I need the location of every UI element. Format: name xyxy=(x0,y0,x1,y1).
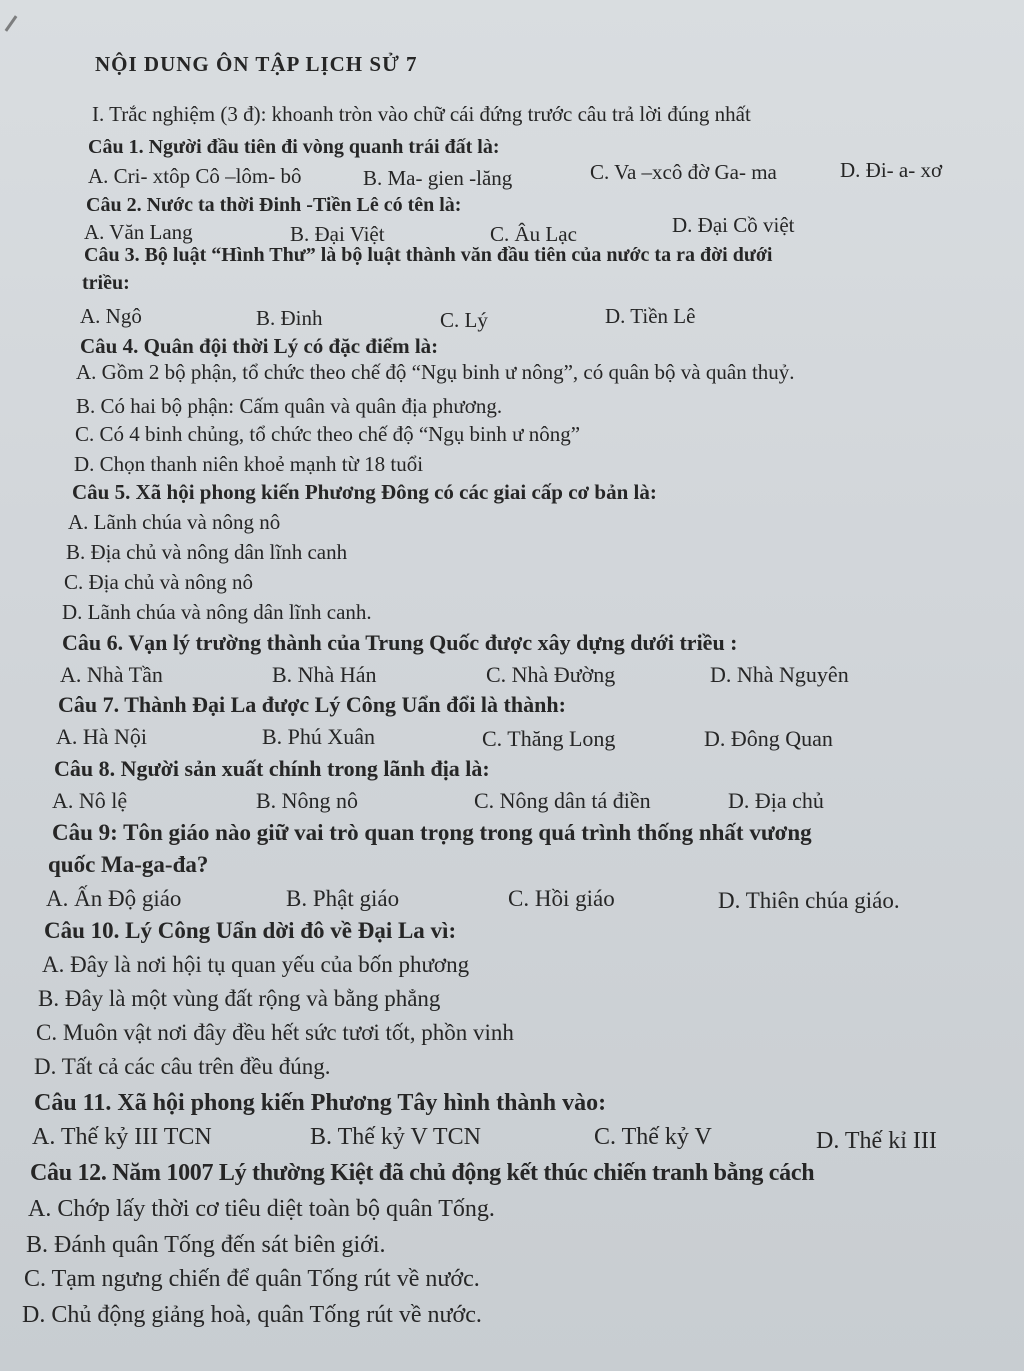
q10-option-c: C. Muôn vật nơi đây đều hết sức tươi tốt, phồn vinh xyxy=(36,1020,514,1045)
question-6: Câu 6. Vạn lý trường thành của Trung Quốc được xây dựng dưới triều : xyxy=(62,630,738,655)
q2-option-b: B. Đại Việt xyxy=(290,222,385,246)
q5-option-b: B. Địa chủ và nông dân lĩnh canh xyxy=(66,540,348,564)
question-10: Câu 10. Lý Công Uẩn dời đô về Đại La vì: xyxy=(44,918,457,943)
q1-option-a: A. Cri- xtôp Cô –lôm- bô xyxy=(88,164,302,188)
question-9: Câu 9: Tôn giáo nào giữ vai trò quan trọng trong quá trình thống nhất vương xyxy=(52,820,812,845)
question-5: Câu 5. Xã hội phong kiến Phương Đông có các giai cấp cơ bản là: xyxy=(72,480,657,504)
q3-option-d: D. Tiền Lê xyxy=(605,304,696,328)
pencil-mark xyxy=(5,15,18,31)
q6-option-d: D. Nhà Nguyên xyxy=(710,662,849,687)
q8-option-a: A. Nô lệ xyxy=(52,788,128,813)
q6-option-a: A. Nhà Tần xyxy=(60,662,163,687)
question-7: Câu 7. Thành Đại La được Lý Công Uẩn đổi là thành: xyxy=(58,692,566,717)
question-11: Câu 11. Xã hội phong kiến Phương Tây hình thành vào: xyxy=(34,1090,607,1116)
q8-option-c: C. Nông dân tá điền xyxy=(474,788,651,813)
q11-option-c: C. Thế kỷ V xyxy=(594,1124,712,1150)
q11-option-d: D. Thế kỉ III xyxy=(816,1128,937,1154)
q4-option-c: C. Có 4 binh chủng, tổ chức theo chế độ “Ngụ binh ư nông” xyxy=(75,422,581,446)
page-title: NỘI DUNG ÔN TẬP LỊCH SỬ 7 xyxy=(95,52,418,76)
q1-option-b: B. Ma- gien -lăng xyxy=(363,166,513,190)
q8-option-b: B. Nông nô xyxy=(256,788,359,813)
q9-option-c: C. Hồi giáo xyxy=(508,886,615,911)
question-12: Câu 12. Năm 1007 Lý thường Kiệt đã chủ động kết thúc chiến tranh bằng cách xyxy=(30,1160,815,1186)
q6-option-c: C. Nhà Đường xyxy=(486,662,616,687)
question-3-cont: triều: xyxy=(82,272,130,294)
q9-option-b: B. Phật giáo xyxy=(286,886,400,911)
question-3: Câu 3. Bộ luật “Hình Thư” là bộ luật thành văn đầu tiên của nước ta ra đời dưới xyxy=(84,244,773,266)
q4-option-d: D. Chọn thanh niên khoẻ mạnh từ 18 tuổi xyxy=(74,452,424,476)
q9-option-d: D. Thiên chúa giáo. xyxy=(718,888,900,913)
q5-option-d: D. Lãnh chúa và nông dân lĩnh canh. xyxy=(62,600,372,624)
q7-option-c: C. Thăng Long xyxy=(482,726,616,751)
q11-option-b: B. Thế kỷ V TCN xyxy=(310,1124,481,1150)
question-2: Câu 2. Nước ta thời Đinh -Tiền Lê có tên là: xyxy=(86,194,462,216)
q2-option-c: C. Âu Lạc xyxy=(490,222,577,246)
q10-option-d: D. Tất cả các câu trên đều đúng. xyxy=(34,1054,331,1079)
question-1: Câu 1. Người đầu tiên đi vòng quanh trái đất là: xyxy=(88,136,500,158)
q5-option-c: C. Địa chủ và nông nô xyxy=(64,570,253,594)
q7-option-d: D. Đông Quan xyxy=(704,726,833,751)
q1-option-d: D. Đi- a- xơ xyxy=(840,158,943,182)
q12-option-d: D. Chủ động giảng hoà, quân Tống rút về nước. xyxy=(22,1302,482,1328)
q7-option-b: B. Phú Xuân xyxy=(262,724,376,749)
q10-option-b: B. Đây là một vùng đất rộng và bằng phẳng xyxy=(38,986,441,1011)
question-4: Câu 4. Quân đội thời Lý có đặc điểm là: xyxy=(80,334,439,358)
q4-option-b: B. Có hai bộ phận: Cấm quân và quân địa phương. xyxy=(76,394,503,418)
q12-option-c: C. Tạm ngưng chiến để quân Tống rút về nước. xyxy=(24,1266,480,1292)
q7-option-a: A. Hà Nội xyxy=(56,724,148,749)
q2-option-a: A. Văn Lang xyxy=(84,220,193,244)
question-8: Câu 8. Người sản xuất chính trong lãnh địa là: xyxy=(54,756,490,781)
q12-option-a: A. Chớp lấy thời cơ tiêu diệt toàn bộ quân Tống. xyxy=(28,1196,495,1222)
question-9-cont: quốc Ma-ga-đa? xyxy=(48,852,209,877)
q3-option-c: C. Lý xyxy=(440,308,488,332)
q1-option-c: C. Va –xcô đờ Ga- ma xyxy=(590,160,777,184)
q2-option-d: D. Đại Cồ việt xyxy=(672,213,795,237)
q3-option-a: A. Ngô xyxy=(80,304,142,328)
q3-option-b: B. Đinh xyxy=(256,306,323,330)
q6-option-b: B. Nhà Hán xyxy=(272,662,377,687)
q11-option-a: A. Thế kỷ III TCN xyxy=(32,1124,212,1150)
q9-option-a: A. Ấn Độ giáo xyxy=(46,886,182,911)
q10-option-a: A. Đây là nơi hội tụ quan yếu của bốn phương xyxy=(42,952,470,977)
q4-option-a: A. Gồm 2 bộ phận, tổ chức theo chế độ “Ngụ binh ư nông”, có quân bộ và quân thuỷ. xyxy=(76,360,795,384)
q5-option-a: A. Lãnh chúa và nông nô xyxy=(68,510,281,534)
q8-option-d: D. Địa chủ xyxy=(728,788,824,813)
q12-option-b: B. Đánh quân Tống đến sát biên giới. xyxy=(26,1232,386,1258)
instruction: I. Trắc nghiệm (3 đ): khoanh tròn vào chữ cái đứng trước câu trả lời đúng nhất xyxy=(92,102,751,126)
